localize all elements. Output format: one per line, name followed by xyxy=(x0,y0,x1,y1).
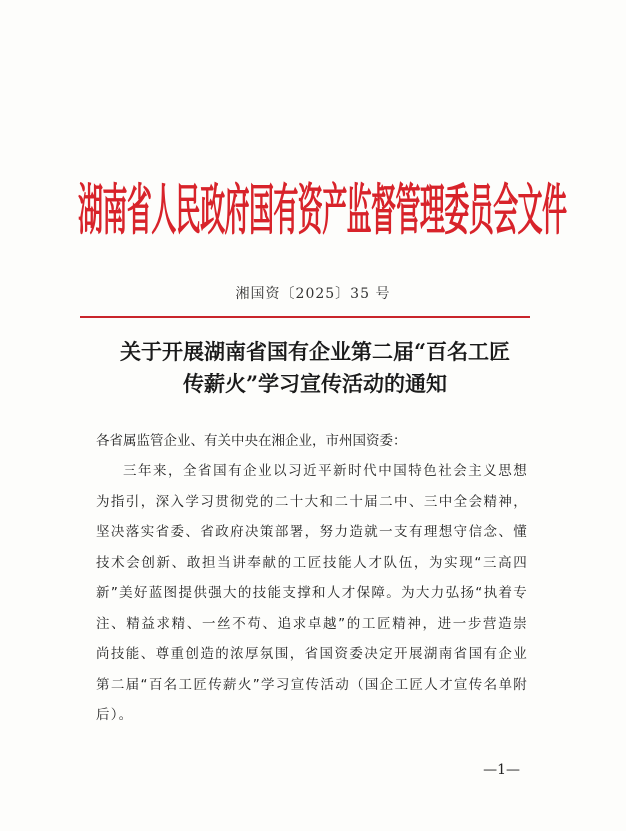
red-divider xyxy=(80,316,530,318)
title-line-1: 关于开展湖南省国有企业第二届“百名工匠 xyxy=(119,339,511,364)
document-number: 湘国资〔2025〕35 号 xyxy=(235,286,391,302)
notice-body xyxy=(96,426,528,731)
salutation: 各省属监管企业、有关中央在湘企业，市州国资委： xyxy=(96,433,407,449)
page-number: —1— xyxy=(483,762,520,778)
body-paragraph: 三年来，全省国有企业以习近平新时代中国特色社会主义思想为指引，深入学习贯彻党的二十大和二十届二中、三中全会精神，坚决落实省委、省政府决策部署，努力造就一支有理想守信念、懂技术会创新、敢担当讲奉献的工匠技能人才队伍，为实现“三高四新”美好蓝图提供强大的技能支撑和人才保障。为大力弘扬“执着专注、精益求精、一丝不苟、追求卓越”的工匠精神，进一步营造崇尚技能、尊重创造的浓厚氛围，省国资委决定开展湖南省国有企业第二届“百名工匠传薪火”学习宣传活动（国企工匠人才宣传名单附后）。 xyxy=(96,463,528,723)
notice-title xyxy=(90,336,540,400)
title-line-2: 传薪火”学习宣传活动的通知 xyxy=(182,371,448,396)
issuer-header: 湖南省人民政府国有资产监督管理委员会文件 xyxy=(78,176,567,242)
